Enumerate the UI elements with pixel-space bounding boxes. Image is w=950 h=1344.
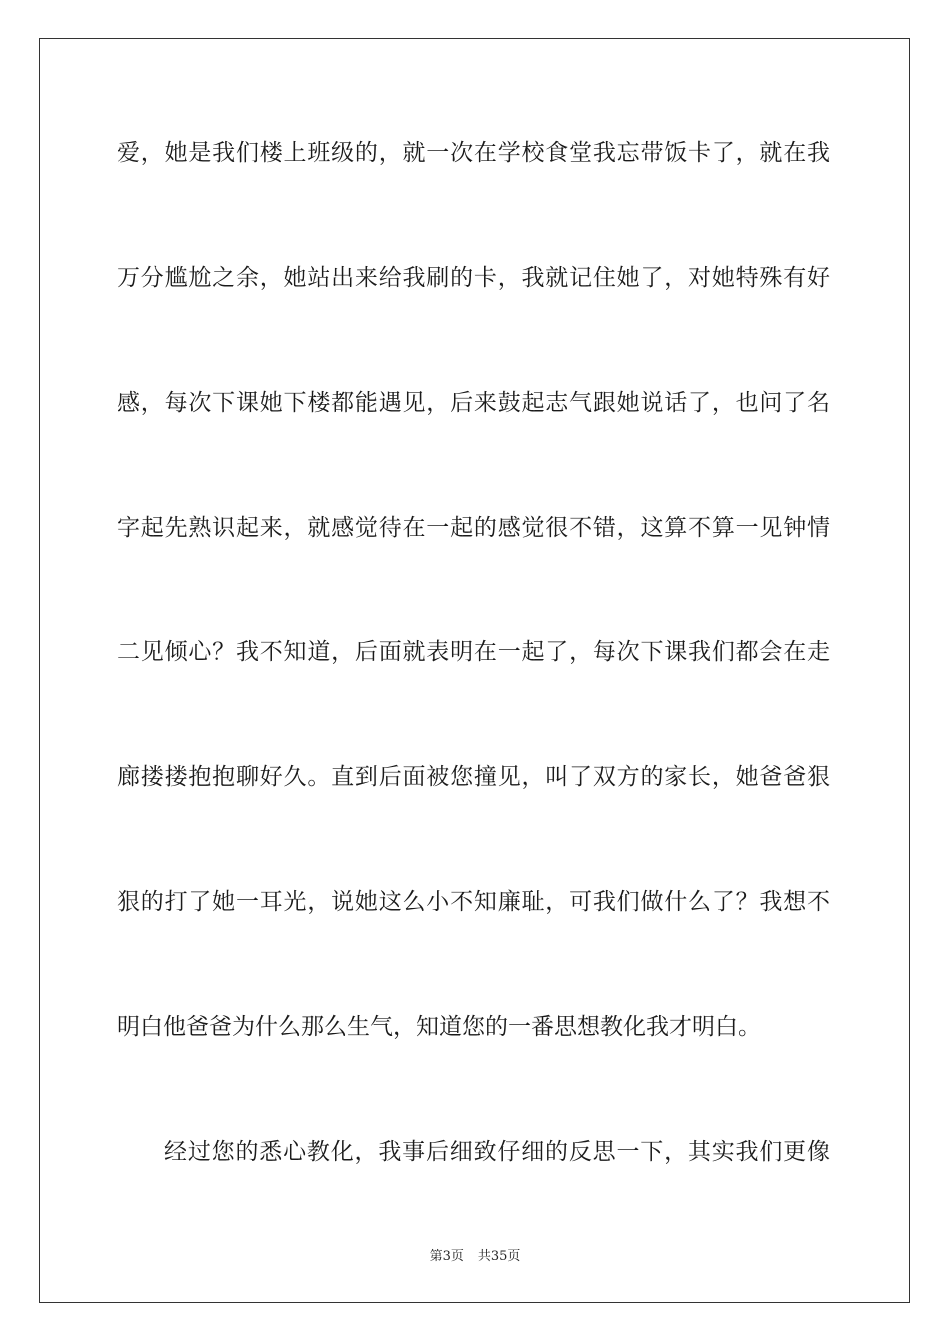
page-number: 第3页 xyxy=(429,1249,464,1264)
page-border xyxy=(39,38,910,1303)
body-text-line: 爱，她是我们楼上班级的，就一次在学校食堂我忘带饭卡了，就在我 xyxy=(117,140,830,166)
body-text-line: 明白他爸爸为什么那么生气，知道您的一番思想教化我才明白。 xyxy=(117,1014,761,1040)
total-pages: 共35页 xyxy=(477,1249,521,1264)
body-text-line: 二见倾心？我不知道，后面就表明在一起了，每次下课我们都会在走 xyxy=(117,639,830,665)
body-text-line: 字起先熟识起来，就感觉待在一起的感觉很不错，这算不算一见钟情 xyxy=(117,515,830,541)
body-text-line: 廊搂搂抱抱聊好久。直到后面被您撞见，叫了双方的家长，她爸爸狠 xyxy=(117,764,830,790)
body-text-line: 狠的打了她一耳光，说她这么小不知廉耻，可我们做什么了？我想不 xyxy=(117,889,830,915)
body-text-line: 万分尴尬之余，她站出来给我刷的卡，我就记住她了，对她特殊有好 xyxy=(117,265,830,291)
body-text-line: 感，每次下课她下楼都能遇见，后来鼓起志气跟她说话了，也问了名 xyxy=(117,390,830,416)
paragraph-start-line: 经过您的悉心教化，我事后细致仔细的反思一下，其实我们更像 xyxy=(164,1139,830,1165)
page-footer xyxy=(0,1249,950,1265)
